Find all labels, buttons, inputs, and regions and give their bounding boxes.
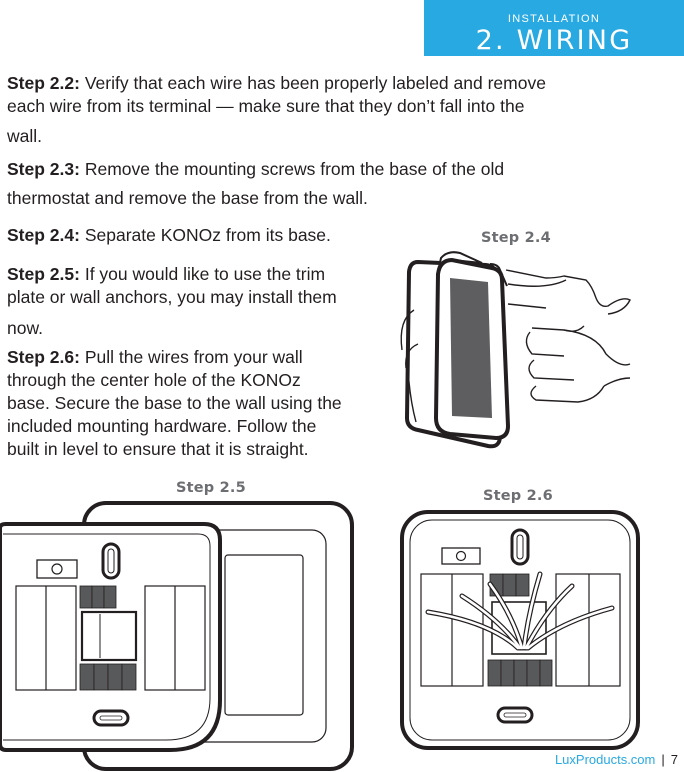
- section-header: [424, 0, 684, 56]
- step-text-line: If you would like to use the trim: [84, 264, 326, 284]
- website-link[interactable]: LuxProducts.com: [554, 752, 656, 767]
- step-text-line: thermostat and remove the base from the wall.: [7, 188, 368, 208]
- step-text-line: wall.: [7, 126, 43, 146]
- page-number: 7: [670, 752, 678, 767]
- step-text-line: Pull the wires from your wall: [84, 347, 303, 367]
- thermostat-base: [402, 512, 638, 748]
- step-text-line: Separate KONOz from its base.: [84, 225, 331, 245]
- step-label: Step 2.6:: [7, 347, 80, 367]
- step-label: Step 2.5:: [7, 264, 80, 284]
- step-text-line: plate or wall anchors, you may install them: [7, 287, 337, 307]
- thermostat-base: [0, 524, 220, 750]
- figure-label-step-2-6: Step 2.6: [483, 488, 553, 504]
- step-text-line: through the center hole of the KONOz: [7, 370, 301, 390]
- step-text-line: base. Secure the base to the wall using the: [7, 393, 342, 413]
- footer-separator: |: [661, 752, 665, 767]
- step-text-line: Verify that each wire has been properly labeled and remove: [84, 73, 546, 93]
- step-text-line: built in level to ensure that it is straight.: [7, 439, 309, 459]
- figure-label-step-2-5: Step 2.5: [176, 480, 246, 496]
- step-2-6-illustration: [400, 510, 642, 752]
- step-label: Step 2.4:: [7, 225, 80, 245]
- step-2-5: [7, 263, 337, 340]
- step-2-3: [7, 158, 504, 210]
- page-title: 2. WIRING: [475, 25, 633, 56]
- section-label: INSTALLATION: [507, 13, 601, 25]
- step-text-line: included mounting hardware. Follow the: [7, 416, 317, 436]
- step-2-4: [7, 224, 331, 247]
- step-2-5-illustration: [0, 500, 356, 772]
- page-footer: [555, 752, 678, 767]
- step-text-line: Remove the mounting screws from the base of the old: [84, 159, 505, 179]
- step-2-4-illustration: [396, 250, 646, 455]
- step-label: Step 2.2:: [7, 73, 80, 93]
- step-text-line: now.: [7, 318, 43, 338]
- figure-label-step-2-4: Step 2.4: [481, 230, 551, 246]
- thermostat-device: [436, 252, 508, 438]
- step-text-line: each wire from its terminal — make sure that they don’t fall into the: [7, 96, 525, 116]
- step-label: Step 2.3:: [7, 159, 80, 179]
- hand-right-illustration: [506, 270, 630, 402]
- step-2-2: [7, 72, 546, 148]
- step-2-6: [7, 346, 342, 461]
